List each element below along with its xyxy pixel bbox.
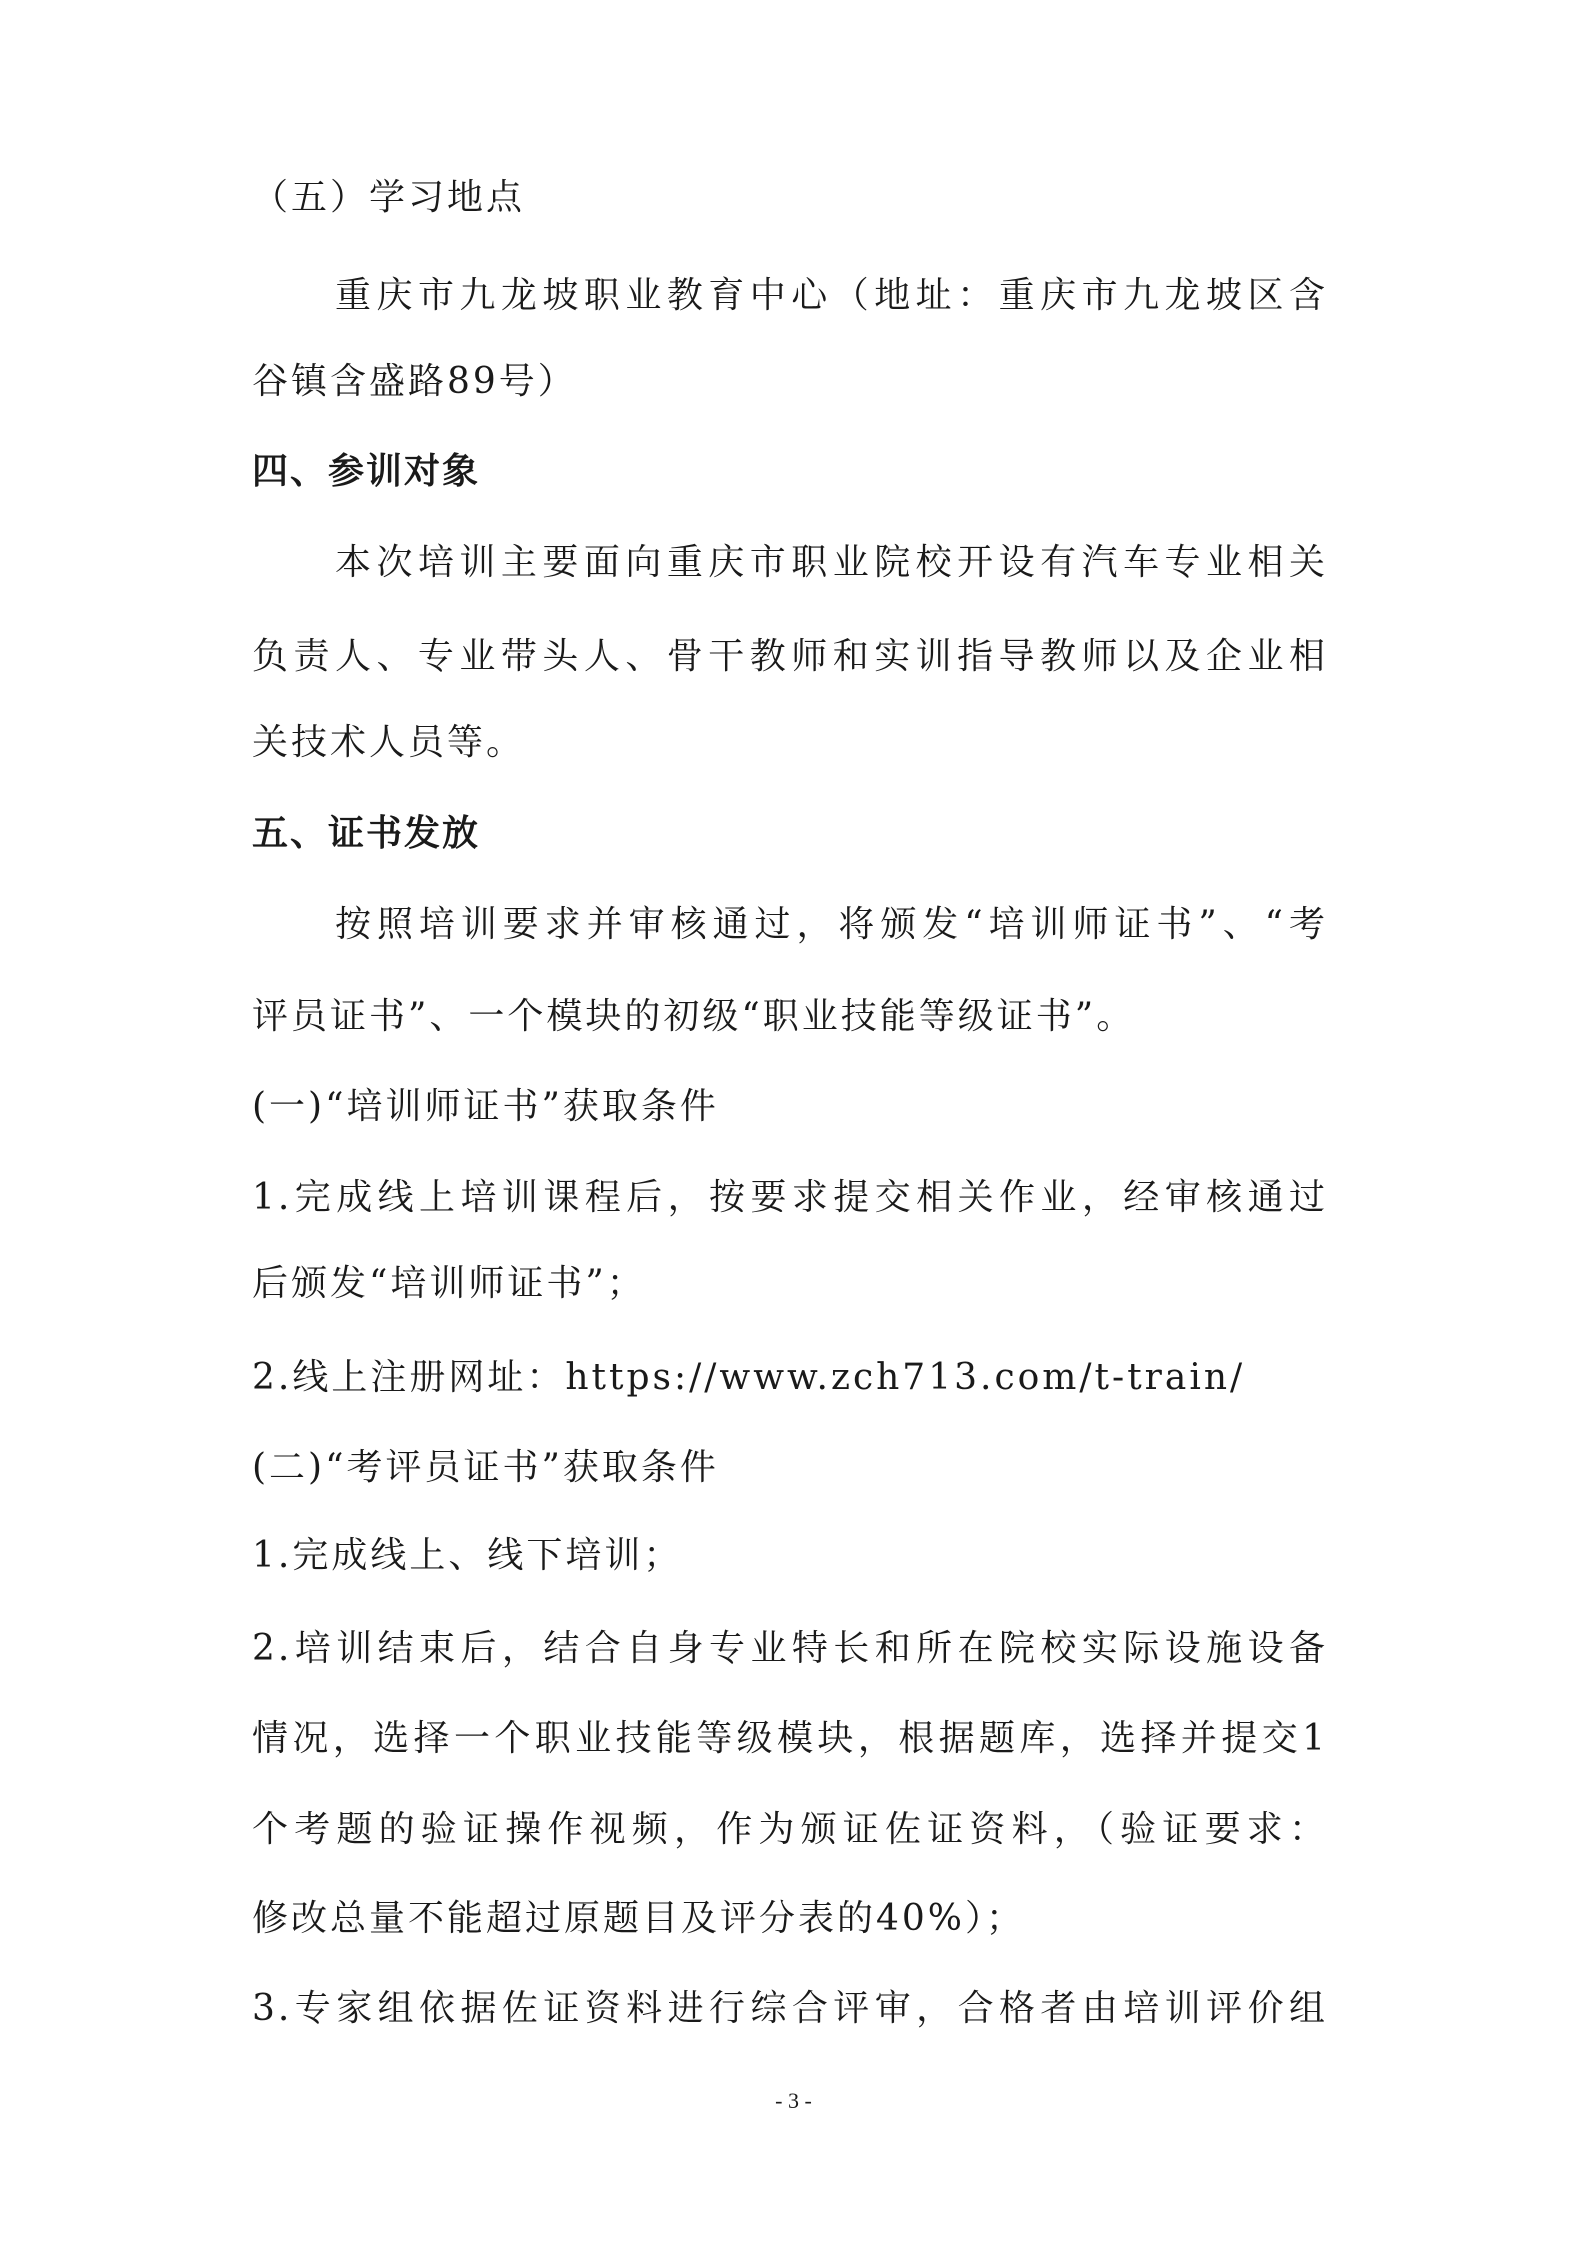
page-number: - 3 - [775,2088,812,2113]
text-line: 重庆市九龙坡职业教育中心（地址：重庆市九龙坡区含 [335,275,1328,316]
text-line: 3.专家组依据佐证资料进行综合评审，合格者由培训评价组 [252,1988,1328,2029]
text-line: 1.完成线上培训课程后，按要求提交相关作业，经审核通过 [252,1177,1328,1218]
text-line: 情况，选择一个职业技能等级模块，根据题库，选择并提交1 [252,1718,1328,1759]
text-line: 评员证书”、一个模块的初级“职业技能等级证书”。 [252,996,1136,1037]
text-line: 后颁发“培训师证书”； [252,1263,646,1304]
text-line: （五）学习地点 [252,177,526,218]
section-heading: 五、证书发放 [252,813,481,854]
text-line: 2.培训结束后，结合自身专业特长和所在院校实际设施设备 [252,1628,1328,1669]
text-line: (二)“考评员证书”获取条件 [252,1447,719,1488]
text-line: 负责人、专业带头人、骨干教师和实训指导教师以及企业相 [252,636,1328,677]
section-heading: 四、参训对象 [252,451,481,492]
text-line: 2.线上注册网址：https://www.zch713.com/t-train/ [252,1357,1246,1398]
text-line: 个考题的验证操作视频，作为颁证佐证资料，（验证要求： [252,1809,1328,1850]
text-line: 修改总量不能超过原题目及评分表的40%）； [252,1898,1026,1939]
text-line: (一)“培训师证书”获取条件 [252,1086,719,1127]
text-line: 本次培训主要面向重庆市职业院校开设有汽车专业相关 [335,542,1328,583]
text-line: 谷镇含盛路89号） [252,361,577,402]
text-line: 关技术人员等。 [252,722,526,763]
text-line: 1.完成线上、线下培训； [252,1535,683,1576]
text-line: 按照培训要求并审核通过，将颁发“培训师证书”、“考 [335,904,1328,945]
